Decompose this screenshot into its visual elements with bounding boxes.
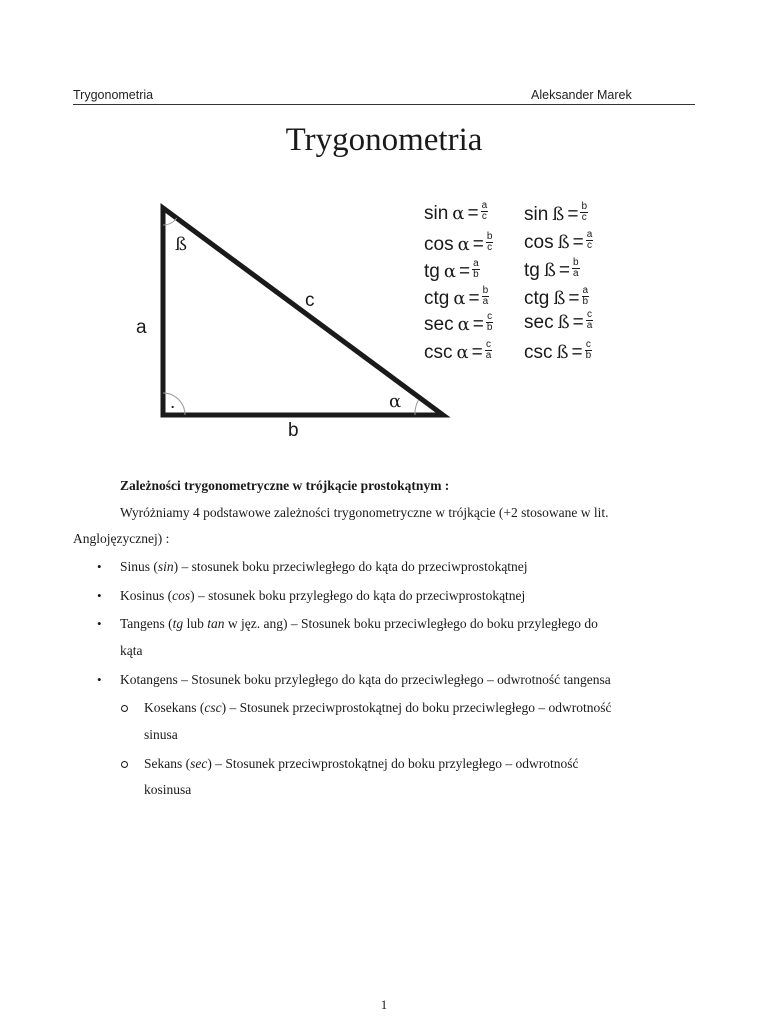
formula-fn: sec xyxy=(424,314,454,335)
formula-fraction xyxy=(485,340,493,361)
fraction-numerator: c xyxy=(486,339,492,351)
sub-bullet-marker xyxy=(121,761,128,768)
formula-fraction xyxy=(486,232,494,253)
formula-angle: α xyxy=(456,342,469,363)
triangle-shape xyxy=(163,208,443,415)
list-item-text: ) – stosunek boku przeciwległego do kąta do przeciwprostokątnej xyxy=(173,559,528,574)
list-item-kosekans-continued: sinusa xyxy=(144,727,178,742)
fraction-numerator: b xyxy=(486,231,493,243)
fraction-denominator: a xyxy=(573,268,579,280)
list-item-text: Kosinus ( xyxy=(120,588,173,603)
formula-ctg-beta xyxy=(524,287,589,311)
formula-fraction xyxy=(586,230,594,251)
formula-fn: sin xyxy=(524,204,549,225)
formula-fraction xyxy=(586,310,594,331)
formula-angle: α xyxy=(457,234,470,255)
list-item-kosinus xyxy=(120,588,525,604)
formula-equals: = xyxy=(459,261,471,282)
list-item-tangens-continued: kąta xyxy=(120,643,143,658)
fraction-denominator: a xyxy=(482,296,489,308)
formula-fraction xyxy=(572,258,580,279)
angle-beta-label: ß xyxy=(175,234,188,255)
formula-equals: = xyxy=(567,204,579,225)
formula-sec-beta xyxy=(524,311,593,335)
list-item-abbr: sec xyxy=(190,756,208,771)
fraction-denominator: b xyxy=(582,296,589,308)
formula-equals: = xyxy=(568,288,580,309)
formula-fraction xyxy=(486,312,494,333)
list-item-text: ) – Stosunek przeciwprostokątnej do boku przeciwległego – odwrotność xyxy=(221,700,612,715)
list-item-tangens xyxy=(120,616,598,632)
fraction-denominator: b xyxy=(486,322,493,334)
formula-equals: = xyxy=(572,312,584,333)
bullet-marker: • xyxy=(97,616,102,631)
fraction-numerator: b xyxy=(581,201,587,213)
formula-equals: = xyxy=(471,342,483,363)
formula-equals: = xyxy=(467,203,479,224)
formula-sec-alpha xyxy=(424,313,493,337)
formula-equals: = xyxy=(558,260,570,281)
list-item-sekans xyxy=(144,756,579,772)
list-item-kotangens: Kotangens – Stosunek boku przyległego do kąta do przeciwległego – odwrotność tangensa xyxy=(120,672,611,687)
formula-equals: = xyxy=(571,342,583,363)
formula-cos-alpha xyxy=(424,233,493,257)
list-item-sinus xyxy=(120,559,528,575)
header-author: Aleksander Marek xyxy=(531,88,632,102)
fraction-denominator: a xyxy=(586,320,593,332)
formula-angle: ß xyxy=(557,312,570,333)
list-item-abbr: csc xyxy=(204,700,222,715)
sub-bullet-marker xyxy=(121,705,128,712)
fraction-denominator: c xyxy=(587,240,592,252)
formula-fn: csc xyxy=(524,342,553,363)
formula-angle: ß xyxy=(557,232,570,253)
list-item-text: Kosekans ( xyxy=(144,700,205,715)
list-item-abbr: cos xyxy=(172,588,191,603)
bullet-marker: • xyxy=(97,588,102,603)
formula-angle: α xyxy=(453,288,466,309)
bullet-marker: • xyxy=(97,559,102,574)
fraction-numerator: a xyxy=(582,285,589,297)
header-left-title: Trygonometria xyxy=(73,88,154,102)
formula-fraction xyxy=(482,286,490,307)
header-rule xyxy=(73,104,695,105)
formula-fn: csc xyxy=(424,342,453,363)
fraction-numerator: c xyxy=(587,309,592,321)
side-a-label: a xyxy=(136,317,147,338)
formula-csc-alpha xyxy=(424,341,492,365)
list-item-text: Sekans ( xyxy=(144,756,191,771)
formula-fraction xyxy=(582,286,590,307)
fraction-numerator: b xyxy=(482,285,489,297)
fraction-denominator: b xyxy=(585,350,592,362)
formula-equals: = xyxy=(472,314,484,335)
formula-fn: sin xyxy=(424,203,449,224)
list-item-abbr: sin xyxy=(157,559,174,574)
formula-equals: = xyxy=(468,288,480,309)
page-title: Trygonometria xyxy=(285,122,483,158)
bullet-marker: • xyxy=(97,672,102,687)
formula-angle: α xyxy=(457,314,470,335)
fraction-numerator: c xyxy=(487,311,493,323)
formula-angle: ß xyxy=(543,260,556,281)
angle-alpha-label: α xyxy=(389,391,402,412)
formula-sin-beta xyxy=(524,203,588,227)
list-item-abbr: tg xyxy=(172,616,184,631)
formula-equals: = xyxy=(572,232,584,253)
section-heading: Zależności trygonometryczne w trójkącie prostokątnym : xyxy=(120,478,450,493)
formula-angle: ß xyxy=(552,204,565,225)
page-number: 1 xyxy=(380,997,388,1012)
list-item-sekans-continued: kosinusa xyxy=(144,782,192,797)
right-triangle-figure xyxy=(0,180,768,450)
fraction-denominator: c xyxy=(481,211,487,223)
intro-line-1: Wyróżniamy 4 podstawowe zależności trygonometryczne w trójkącie (+2 stosowane w lit. xyxy=(120,505,609,520)
list-item-text: Tangens ( xyxy=(120,616,173,631)
formula-tg-alpha xyxy=(424,260,480,284)
formula-fraction xyxy=(481,201,489,222)
formula-angle: ß xyxy=(556,342,569,363)
right-angle-dot: . xyxy=(170,392,176,413)
formula-fn: cos xyxy=(524,232,554,253)
formula-angle: α xyxy=(443,261,457,282)
fraction-denominator: c xyxy=(487,242,493,254)
fraction-numerator: a xyxy=(481,200,488,212)
formula-fn: sec xyxy=(524,312,554,333)
list-item-text: w jęz. ang) – Stosunek boku przeciwległego do boku przyległego do xyxy=(224,616,598,631)
formula-fn: ctg xyxy=(524,288,550,309)
fraction-numerator: a xyxy=(473,258,479,270)
list-item-text: ) – Stosunek przeciwprostokątnej do boku przyległego – odwrotność xyxy=(207,756,579,771)
side-b-label: b xyxy=(288,420,299,441)
formula-fn: ctg xyxy=(424,288,450,309)
fraction-numerator: c xyxy=(585,339,591,351)
list-item-text: lub xyxy=(183,616,208,631)
formula-ctg-alpha xyxy=(424,287,489,311)
formula-angle: α xyxy=(452,203,465,224)
formula-angle: ß xyxy=(553,288,566,309)
formula-sin-alpha xyxy=(424,202,488,226)
formula-cos-beta xyxy=(524,231,593,255)
list-item-abbr: tan xyxy=(207,616,225,631)
formula-equals: = xyxy=(472,234,484,255)
formula-fn: tg xyxy=(524,260,540,281)
formula-fraction xyxy=(580,202,588,223)
formula-fn: tg xyxy=(424,261,440,282)
formula-csc-beta xyxy=(524,341,592,365)
fraction-denominator: a xyxy=(485,350,492,362)
list-item-text: ) – stosunek boku przyległego do kąta do przeciwprostokątnej xyxy=(190,588,526,603)
formula-fn: cos xyxy=(424,234,454,255)
formula-fraction xyxy=(472,259,480,280)
side-c-label: c xyxy=(305,290,315,311)
fraction-denominator: c xyxy=(581,212,587,224)
formula-tg-beta xyxy=(524,259,580,283)
fraction-numerator: a xyxy=(586,229,593,241)
intro-line-2: Anglojęzycznej) : xyxy=(73,531,170,546)
list-item-text: Sinus ( xyxy=(120,559,158,574)
list-item-kosekans xyxy=(144,700,612,716)
formula-fraction xyxy=(585,340,593,361)
fraction-numerator: b xyxy=(573,257,579,269)
fraction-denominator: b xyxy=(473,269,479,281)
